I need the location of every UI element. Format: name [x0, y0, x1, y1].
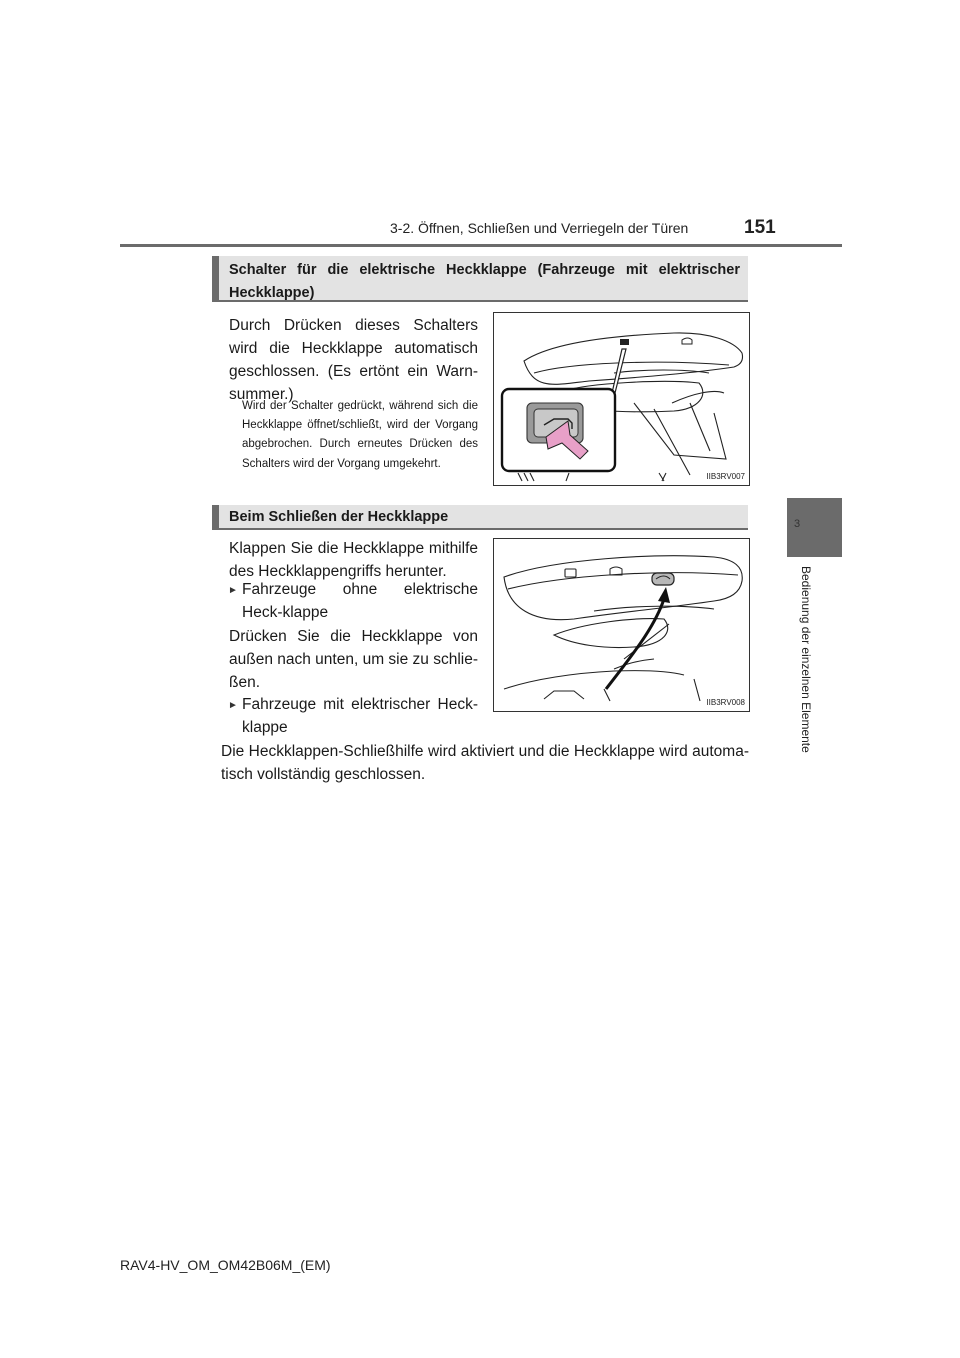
section1-paragraph: Durch Drücken dieses Schalters wird die Heckklappe automatisch geschlossen. (Es ertönt ein Warn-summer.)	[229, 317, 478, 403]
bullet-arrow-icon: ►	[228, 585, 238, 596]
chapter-number: 3	[794, 518, 801, 530]
back-door-switch-illustration	[494, 313, 748, 484]
back-door-handle-illustration	[494, 539, 748, 710]
figure-code-1: IIB3RV007	[706, 472, 745, 481]
document-code: RAV4-HV_OM_OM42B06M_(EM)	[120, 1257, 331, 1273]
section2-paragraph3: Die Heckklappen-Schließhilfe wird aktiviert und die Heckklappe wird automa-tisch vollständig geschlossen.	[221, 743, 749, 783]
section-heading-closing: Beim Schließen der Heckklappe	[212, 505, 748, 530]
page-number: 151	[744, 217, 776, 238]
bullet-with-power: Fahrzeuge mit elektrischer Heck-klappe	[242, 696, 478, 736]
figure-closing	[493, 538, 750, 712]
section-heading-power-switch: Schalter für die elektrische Heckklappe (Fahrzeuge mit elektrischer Heckklappe)	[212, 256, 748, 302]
figure-code-2: IIB3RV008	[706, 698, 745, 707]
bullet-arrow-icon: ►	[228, 700, 238, 711]
figure-power-switch	[493, 312, 750, 486]
header-rule	[120, 244, 842, 247]
section2-paragraph2: Drücken Sie die Heckklappe von außen nach unten, um sie zu schlie-ßen.	[229, 628, 478, 691]
section2-paragraph: Klappen Sie die Heckklappe mithilfe des Heckklappengriffs herunter.	[229, 540, 478, 580]
bullet-without-power: Fahrzeuge ohne elektrische Heck-klappe	[242, 581, 478, 621]
chapter-title: 3-2. Öffnen, Schließen und Verriegeln der Türen	[390, 220, 689, 236]
chapter-side-label: Bedienung der einzelnen Elemente	[799, 566, 813, 753]
section1-note: Wird der Schalter gedrückt, während sich die Heckklappe öffnet/schließt, wird der Vorgang abgebrochen. Durch erneutes Drücken des Schalters wird der Vorgang umgekehrt.	[242, 400, 478, 470]
